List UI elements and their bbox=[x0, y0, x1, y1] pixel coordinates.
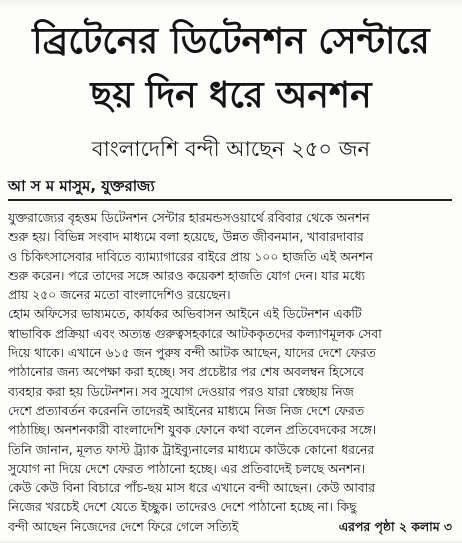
body-line: শুরু করেন। পরে তাদের সঙ্গে আরও কয়েকশ হাজতি যোগ দেন। যার মধ্যে bbox=[8, 267, 366, 283]
body-line: যুক্তরাজ্যের বৃহত্তম ডিটেনশন সেন্টার হারমন্ডসওয়ার্থে রবিবার থেকে অনশন bbox=[8, 210, 370, 225]
top-edge bbox=[0, 0, 462, 8]
body-line: সুযোগ না দিয়ে দেশে ফেরত পাঠানো হচ্ছে। এর প্রতিবাদেই চলছে অনশন। bbox=[8, 460, 366, 476]
body-line: নিজের খরচেই দেশে যেতে ইচ্ছুক। তাদেরও দেশে পাঠানো হচ্ছে না। কিছু bbox=[8, 499, 357, 515]
headline-line-1: ব্রিটেনের ডিটেনশন সেন্টারে bbox=[32, 21, 430, 62]
body-line: স্বাভাবিক প্রক্রিয়া এবং অত্যন্ত গুরুত্বসহকারে আটককৃতদের কল্যাণমূলক সেবা bbox=[8, 325, 382, 341]
headline-line-2: ছয় দিন ধরে অনশন bbox=[90, 75, 372, 116]
body-line: ব্যবহার করা হয় ডিটেনশন। সব সুযোগ দেওয়ার পরও যারা স্বেচ্ছায় নিজ bbox=[8, 383, 354, 399]
body-line: শুরু হয়। বিভিন্ন সংবাদ মাধ্যমে বলা হয়েছে, উন্নত জীবনমান, খাবারদাবার bbox=[8, 229, 364, 245]
body-line: দিয়ে থাকে। এখানে ৬১৫ জন পুরুষ বন্দী আটক আছেন, যাদের দেশে ফেরত bbox=[8, 345, 376, 361]
body-line: ও চিকিৎসাসেবার দাবিতে ব্যাম্যাগারের বাইরে প্রায় ১০০ হাজতি এই অনশন bbox=[8, 248, 373, 264]
body-line: তিনি জানান, মূলত ফাস্ট ট্র্যাক ট্রাইব্যুনালের মাধ্যমে কাউকে কোনো ধরনের bbox=[8, 441, 375, 457]
byline: আ স ম মাসুম, যুক্তরাজ্য bbox=[8, 177, 155, 195]
byline-divider bbox=[8, 199, 452, 201]
body-line: দেশে প্রত্যাবর্তন করেননি তাদেরই আইনের মাধ্যমে নিজ নিজ দেশে ফেরত bbox=[8, 402, 365, 418]
subheadline: বাংলাদেশি বন্দী আছেন ২৫০ জন bbox=[91, 137, 371, 161]
article-body bbox=[8, 208, 452, 536]
continuation-note: এরপর পৃষ্ঠা ২ কলাম ৩ bbox=[338, 518, 452, 534]
body-line: পাঠানোর জন্য অপেক্ষা করা হচ্ছে। সব প্রচেষ্টার পর শেষ অবলম্বন হিসেবে bbox=[8, 364, 364, 380]
body-last-line bbox=[8, 517, 452, 536]
bottom-edge bbox=[0, 539, 462, 543]
body-line: কেউ কেউ বিনা বিচারে পাঁচ-ছয় মাস ধরে এখানে বন্দী আছেন। কেউ আবার bbox=[8, 480, 376, 496]
body-line: হোম অফিসের ভাষ্যমতে, কার্যকর অভিবাসন আইনে এই ডিটেনশন একটি bbox=[8, 306, 362, 322]
body-line: প্রায় ২৫০ জনের মতো বাংলাদেশিও রয়েছেন। bbox=[8, 287, 231, 303]
body-line: বন্দী আছেন নিজেদের দেশে ফিরে গেলে সত্যিই bbox=[8, 518, 239, 534]
body-line: পাঠাচ্ছি। অনশনকারী বাংলাদেশি যুবক ফোনে কথা বলেন প্রতিবেদকের সঙ্গে। bbox=[8, 422, 377, 438]
